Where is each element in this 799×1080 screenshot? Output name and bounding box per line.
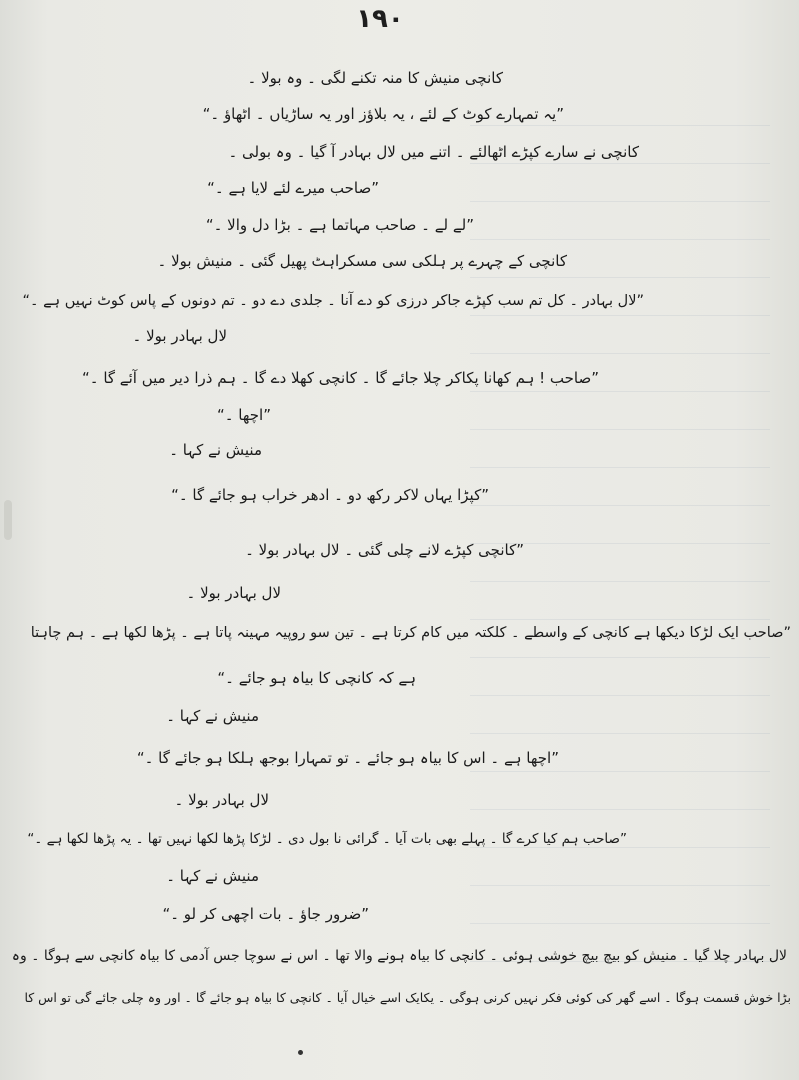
text-line: لال بہادر چلا گیا ۔ منیش کو بیچ بیچ خوشی ہوئی ۔ کانچی کا بیاہ ہونے والا تھا ۔ اس نے سوچا جس آدمی کا بیاہ کانچی سے ہوگا ۔ وہ [11,948,787,964]
text-line: ”کپڑا یہاں لاکر رکھ دو ۔ ادھر خراب ہو جائے گا ۔“ [171,486,489,504]
text-line: ”صاحب ہم کیا کرے گا ۔ پہلے بھی بات آیا ۔ گرائی نا بول دی ۔ لڑکا پڑھا لکھا نہیں تھا ۔ یہ پڑھا لکھا ہے ۔“ [27,831,627,847]
text-line: لال بہادر بولا ۔ [132,327,227,345]
text-line: ”ضرور جاؤ ۔ بات اچھی کر لو ۔“ [162,905,369,923]
text-line: ”صاحب میرے لئے لایا ہے ۔“ [207,179,379,197]
text-line: ”یہ تمہارے کوٹ کے لئے ، یہ بلاؤز اور یہ ساڑیاں ۔ اٹھاؤ ۔“ [202,105,564,123]
text-line: ”لے لے ۔ صاحب مہاتما ہے ۔ بڑا دل والا ۔“ [205,216,474,234]
text-line: ”لال بہادر ۔ کل تم سب کپڑے جاکر درزی کو دے آنا ۔ جلدی دے دو ۔ تم دونوں کے پاس کوٹ نہیں ہے ۔“ [22,293,644,309]
text-line: بڑا خوش قسمت ہوگا ۔ اسے گھر کی کوئی فکر نہیں کرنی ہوگی ۔ یکایک اسے خیال آیا ۔ کانچی کا بیاہ ہو جائے گا ۔ اور وہ چلی جائے گی تو اس کا [24,990,791,1005]
text-line: کانچی کے چہرے پر ہلکی سی مسکراہٹ پھیل گئی ۔ منیش بولا ۔ [157,252,567,270]
text-line: ”اچھا ۔“ [216,406,271,424]
text-line: منیش نے کہا ۔ [169,441,262,459]
text-line: لال بہادر بولا ۔ [174,791,269,809]
text-line: ”صاحب ایک لڑکا دیکھا ہے کانچی کے واسطے ۔ کلکتہ میں کام کرتا ہے ۔ تین سو روپیہ مہینہ پاتا ہے ۔ پڑھا لکھا ہے ۔ ہم چاہتا [30,625,791,641]
text-line: کانچی نے سارے کپڑے اٹھالئے ۔ اتنے میں لال بہادر آ گیا ۔ وہ بولی ۔ [228,143,639,161]
text-line: لال بہادر بولا ۔ [186,584,281,602]
text-line: منیش نے کہا ۔ [166,867,259,885]
text-line: ”اچھا ہے ۔ اس کا بیاہ ہو جائے ۔ تو تمہارا بوجھ ہلکا ہو جائے گا ۔“ [136,749,559,767]
text-line: کانچی منیش کا منہ تکنے لگی ۔ وہ بولا ۔ [247,69,503,87]
text-line: ہے کہ کانچی کا بیاہ ہو جائے ۔“ [217,669,416,687]
text-line: منیش نے کہا ۔ [166,707,259,725]
text-line: ”کانچی کپڑے لانے چلی گئی ۔ لال بہادر بولا ۔ [245,541,524,559]
ink-dot [298,1050,303,1055]
page-number: ۱۹۰ [356,4,404,34]
text-line: ”صاحب ! ہم کھانا پکاکر چلا جائے گا ۔ کانچی کھلا دے گا ۔ ہم ذرا دیر میں آئے گا ۔“ [82,369,599,387]
